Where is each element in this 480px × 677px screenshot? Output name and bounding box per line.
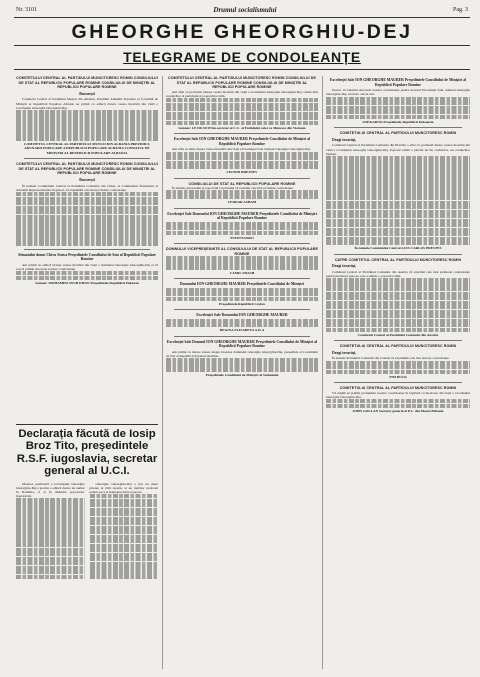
telegram-text: Vă rugăm să primiți profundele noastre condoleanțe în legătură cu încetarea din viață a tovarășului Gheorghe Gheorghiu-Dej. bbox=[326, 390, 470, 399]
separator bbox=[24, 249, 150, 250]
page-number-right: Pag. 3 bbox=[453, 7, 468, 13]
telegram-queen bbox=[166, 313, 318, 333]
telegram-text: Am aflat cu mare durere vestea încetării din viață a Excelenței Sale domnul Gheorghe Gheorghiu-Dej. bbox=[172, 147, 311, 152]
telegram-text: Comitetul Central al Partidului Muncii din Albania, Prezidiul Adunării Populare și Consiliul de Miniștri al Republicii Populare Albania au primit cu adîncă durere vestea încetării din viață a tovarășului Gheorghe Gheorghiu-Dej. bbox=[16, 97, 158, 110]
telegram-text: În numele Partidului Comunist din Canada vă exprimăm cele mai sincere condoleanțe. bbox=[332, 356, 450, 361]
text-line bbox=[326, 115, 470, 119]
telegram-heading: COMITETULUI CENTRAL AL PARTIDULUI MUNCITORESC ROMIN bbox=[339, 344, 457, 349]
telegram-signature: Președintele Republicii Ceylon bbox=[219, 301, 265, 306]
declaration-rule bbox=[16, 424, 158, 425]
telegram-vietnam bbox=[166, 76, 318, 130]
separator bbox=[24, 158, 150, 159]
telegram-salutation: Dragi tovarăși, bbox=[332, 137, 357, 142]
separator bbox=[334, 254, 462, 255]
column-divider bbox=[162, 76, 163, 669]
header-rule bbox=[14, 17, 470, 18]
telegram-signature: CAMIL SHASH bbox=[229, 270, 255, 275]
telegram-text: În numele Comitetului Central al Partidului Comunist din China, al Comitetului Permanent al Adunării Reprezentanților Populari, vă exprimăm cele mai profunde condoleanțe. bbox=[16, 183, 158, 192]
newspaper-title: Drumul socialismului bbox=[213, 6, 277, 14]
telegram-sudan bbox=[166, 340, 318, 377]
declaration-column bbox=[16, 482, 85, 580]
telegram-heading: COMITETULUI CENTRAL AL PARTIDULUI MUNCITORESC ROMIN CONSILIULUI DE STAT AL REPUBLICII POPULARE ROMINE CONSILIULUI DE MINIȘTRI AL REPUBLICII POPULARE ROMINE bbox=[168, 76, 316, 90]
declaration-text: Gheorghe Gheorghiu-Dej a fost un mare prieten al țării noastre și un luptător neobosit pentru pace și înțelegere între popoare. bbox=[89, 481, 158, 495]
text-line bbox=[166, 297, 318, 301]
telegram-ceylon-president bbox=[166, 282, 318, 306]
telegram-salutation: Dragi tovarăși, bbox=[332, 350, 357, 355]
subhead-rule bbox=[14, 69, 470, 70]
telegram-brazil bbox=[326, 131, 470, 251]
column-left bbox=[16, 76, 158, 424]
telegram-heading: DOMNULUI VICEPREȘEDINTE AL CONSILIULUI DE STAT AL REPUBLICII POPULARE ROMINE bbox=[166, 247, 318, 256]
telegram-canada bbox=[326, 344, 470, 379]
telegram-indonesia bbox=[326, 78, 470, 124]
telegram-heading: CONSILIULUI DE STAT AL REPUBLICII POPULARE ROMINE bbox=[188, 181, 296, 186]
separator bbox=[334, 127, 462, 128]
page-number-left: Nr. 3101 bbox=[16, 7, 37, 13]
text-line bbox=[326, 404, 470, 408]
telegram-pakistan bbox=[16, 253, 158, 286]
telegram-salutation: Stimatului domn Chivu Stoica Președintele Consiliului de Stat al Republicii Populare Romîne bbox=[18, 252, 156, 262]
telegram-salutation: Excelenței Sale ION GHEORGHE MAURER Președintele Consiliului de Miniștri al Republicii Populare Romîne bbox=[329, 78, 467, 87]
text-line bbox=[16, 575, 85, 579]
telegram-ussr bbox=[166, 137, 318, 174]
column-divider bbox=[322, 76, 323, 669]
telegram-text: Am aflat cu profundă tristețe vestea încetării din viață a tovarășului Gheorghe Gheorghiu-Dej, remarcabil conducător al partidului și poporului romîn. bbox=[166, 89, 318, 98]
declaration-body bbox=[16, 482, 158, 580]
telegram-signature: Semnat: LE DUAN Prim-secretar al C.C. al Partidului celor ce Muncesc din Vietnam bbox=[178, 125, 306, 130]
column-middle bbox=[166, 76, 318, 671]
telegram-signature: În numele Comitetului Central LUIS CARLOS PRESTES bbox=[354, 246, 442, 251]
text-line bbox=[90, 575, 159, 579]
telegram-salutation: Domnului ION GHEORGHE MAURER Președintele Consiliului de Miniștri bbox=[179, 282, 305, 287]
telegram-signature: LEONID BREJNEV bbox=[226, 170, 258, 175]
telegram-signature: SOEKARNO Președintele Republicii Indonezia bbox=[362, 119, 434, 124]
telegram-britain bbox=[326, 386, 470, 413]
sub-headline: TELEGRAME DE CONDOLEANȚE bbox=[123, 49, 361, 65]
telegram-signature: COMITETUL CENTRAL AL PARTIDULUI MUNCII DIN ALBANIA PREZIDIUL ADUNARII POPULARE A REPUBLICII POPULARE ALBANIA CONSILIUL DE MINIȘTRI AL REPUBLICII POPULARE ALBANIA bbox=[23, 142, 151, 155]
telegram-salutation: Excelenței Sale Domnului ION GHEORGHE MAURER Președintele Consiliului de Miniștri al Republicii Populare Romîne bbox=[167, 211, 317, 221]
text-line bbox=[166, 165, 318, 169]
text-line bbox=[166, 367, 318, 371]
separator bbox=[334, 382, 462, 383]
separator bbox=[334, 340, 462, 341]
telegram-signature: Comitetul Central al Partidului Comunist din Austria bbox=[357, 332, 439, 337]
telegram-heading: COMITETULUI CENTRAL AL PARTIDULUI MUNCITORESC ROMIN CONSILIULUI DE STAT AL REPUBLICII POPULARE ROMINE CONSILIULUI DE MINIȘTRI AL REPUBLICII POPULARE ROMINE bbox=[16, 76, 158, 90]
telegram-signature: REGINA ELISABETA A II-A bbox=[219, 328, 265, 333]
telegram-signature: Semnat: MOHAMED AYUB KHAN Președintele Republicii Pakistan bbox=[35, 280, 139, 285]
text-line bbox=[166, 323, 318, 327]
separator bbox=[174, 243, 310, 244]
separator bbox=[174, 133, 310, 134]
text-line bbox=[16, 241, 158, 245]
text-line bbox=[166, 195, 318, 199]
telegram-signature: Președintele Consiliului de Miniștri al Sudanului bbox=[205, 372, 279, 377]
separator bbox=[174, 278, 310, 279]
declaration-text: Moartea prematură a tovarășului Gheorghe Gheorghiu-Dej a produs o adîncă durere nu numai în Romînia, ci și în rîndurile popoarelor Iugoslaviei. bbox=[16, 481, 85, 499]
telegram-china bbox=[16, 162, 158, 245]
separator bbox=[174, 178, 310, 179]
declaration-title: Declarația făcută de Iosip Broz Tito, președintele R.S.F. iugoslavia, secretar general al U.C.I. bbox=[16, 428, 158, 478]
telegram-heading: COMITETULUI CENTRAL AL PARTIDULUI MUNCITORESC ROMIN bbox=[339, 131, 457, 136]
telegram-heading: COMITETULUI CENTRAL AL PARTIDULUI MUNCITORESC ROMIN CONSILIULUI DE STAT AL REPUBLICII POPULARE ROMINE CONSILIULUI DE MINIȘTRI AL REPUBLICII POPULARE ROMINE bbox=[16, 162, 158, 176]
telegram-austria bbox=[326, 258, 470, 338]
telegram-signature: ESTENSSORO bbox=[230, 235, 254, 240]
text-line bbox=[326, 328, 470, 332]
text-line bbox=[166, 121, 318, 125]
text-line bbox=[326, 241, 470, 245]
telegram-salutation: Dragi tovarăși, bbox=[332, 264, 357, 269]
main-headline: GHEORGHE GHEORGHIU-DEJ bbox=[71, 21, 413, 43]
telegram-vicepresident bbox=[166, 247, 318, 275]
separator bbox=[174, 208, 310, 209]
telegram-salutation: Excelenței Sale ION GHEORGHE MAURER Președintele Consiliului de Miniștri al Republicii Populare Romîne bbox=[173, 137, 311, 146]
telegram-signature: CEDDAR ASHAM bbox=[227, 200, 257, 205]
headline-rule bbox=[14, 45, 470, 46]
declaration-column bbox=[90, 482, 159, 580]
separator bbox=[174, 336, 310, 337]
separator bbox=[174, 309, 310, 310]
telegram-text: Am primit cu adîncă tristețe vestea încetării din viață a domnului Gheorghe Gheorghiu-Dej și vă rog să primiți sincerele noastre condoleanțe. bbox=[16, 262, 158, 271]
text-line bbox=[16, 276, 158, 280]
telegram-salutation: Excelenței Sale Domnul ION GHEORGHE MAURER Președintele Consiliului de Miniștri al Republicii Populare Romîne bbox=[166, 339, 318, 349]
text-line bbox=[326, 370, 470, 374]
telegram-text: Doresc să transmit sincerele noastre condoleanțe pentru decesul Excelenței Sale, domnul Gheorghe Gheorghiu-Dej, un mare om de stat. bbox=[326, 88, 470, 97]
tito-declaration bbox=[16, 428, 158, 579]
column-right bbox=[326, 76, 470, 671]
telegram-heading: CATRE COMITETUL CENTRAL AL PARTIDULUI MUNCITORESC ROMIN bbox=[334, 257, 462, 262]
telegram-text: Comitetul Central al Partidului Comunist din Austria vă exprimă cele mai profunde condoleanțe pentru pierderea grea pe care a suferit-o poporul romîn. bbox=[326, 269, 470, 279]
telegram-albania bbox=[16, 76, 158, 155]
telegram-text: În numele guvernului și poporului Ceylonului vă transmit cele mai profunde condoleanțe. bbox=[172, 186, 294, 191]
telegram-ceylon bbox=[166, 182, 318, 205]
text-line bbox=[16, 137, 158, 141]
telegram-text: Comitetul Central al Partidului Comunist din Brazilia a aflat cu profundă durere vestea încetării din viață a tovarășului Gheorghe Gheorghiu-Dej. Poporul romîn a pierdut un fiu credincios, un conducător înțelept. bbox=[326, 143, 470, 156]
telegram-heading: COMITETULUI CENTRAL AL PARTIDULUI MUNCITORESC ROMIN bbox=[339, 386, 457, 391]
telegram-signature: JOHN GOLLAN Secretar general al P.C. din Marea Britanie bbox=[352, 408, 444, 413]
page-header bbox=[16, 4, 468, 16]
telegram-salutation: Excelenței Sale Domnului ION GHEORGHE MAURER bbox=[196, 313, 288, 318]
telegram-text: Am primit cu durere vestea despre moartea domnului Gheorghe Gheorghiu-Dej, președinte al Consiliului de Stat al Republicii Populare Romîne. bbox=[166, 350, 318, 359]
text-line bbox=[166, 231, 318, 235]
text-line bbox=[166, 265, 318, 269]
telegram-salutation: București bbox=[79, 91, 95, 96]
telegram-salutation: București bbox=[79, 178, 95, 183]
telegram-signature: TIM BUCK bbox=[389, 374, 407, 379]
telegram-bolivia bbox=[166, 212, 318, 241]
